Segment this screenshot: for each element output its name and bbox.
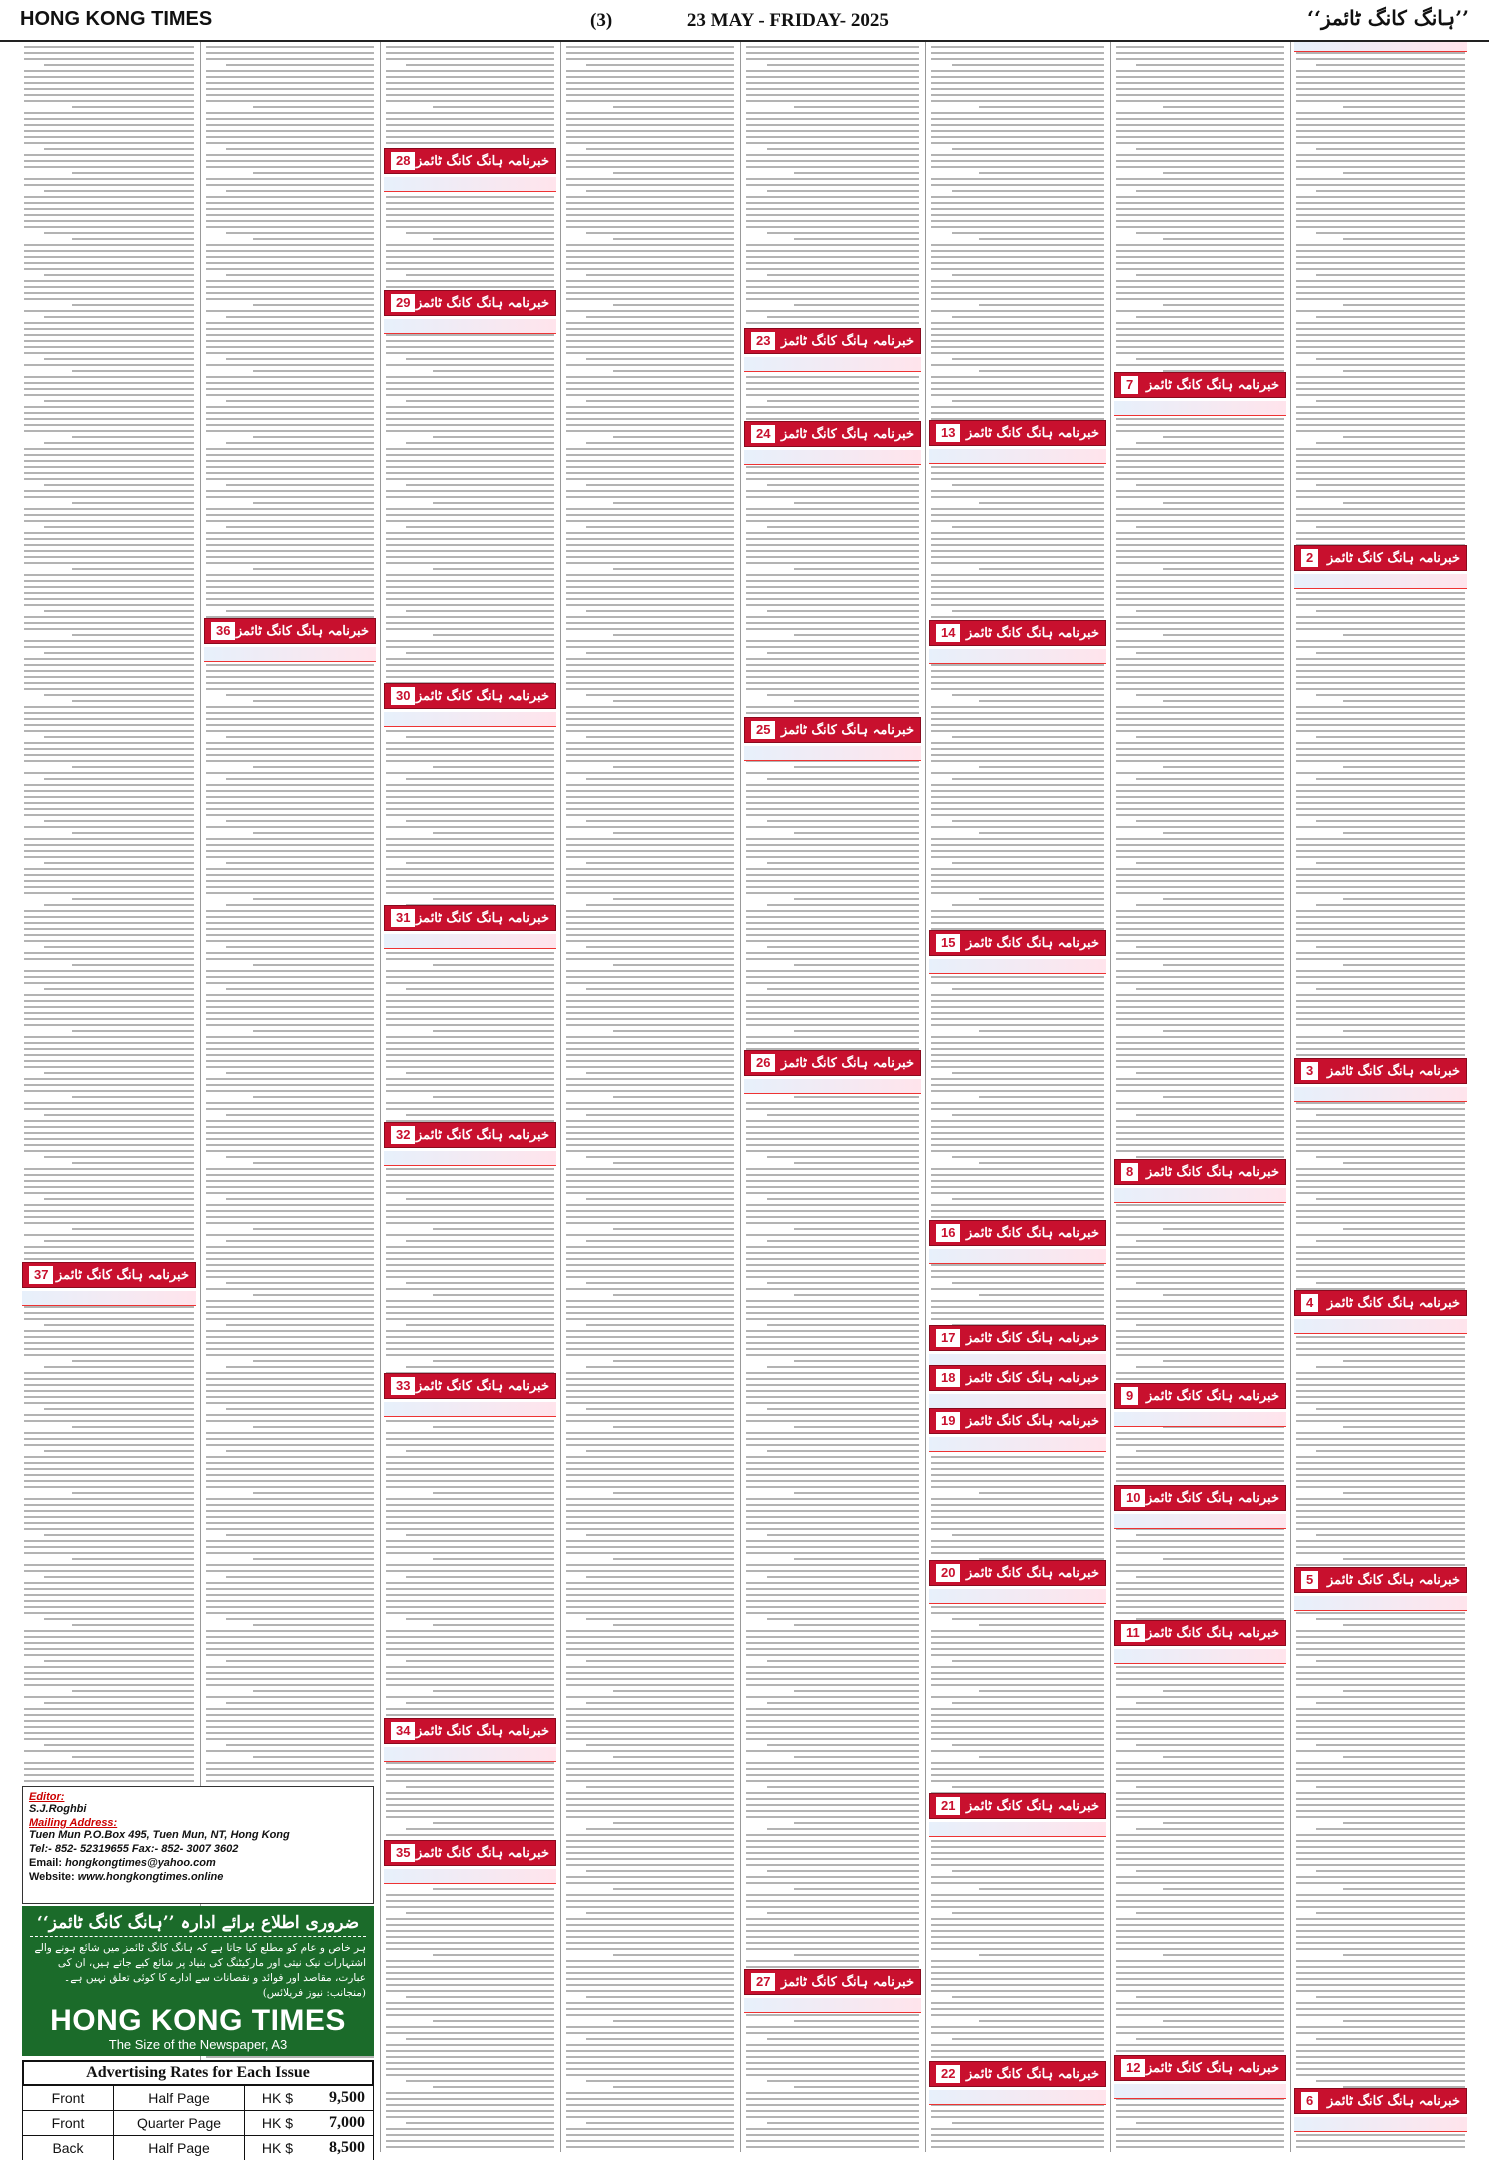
news-number: 4	[1301, 1294, 1318, 1312]
news-header-label: خبرنامہ ہانگ کانگ ٹائمز	[966, 425, 1099, 441]
news-headline-bar	[384, 177, 556, 192]
news-headline-bar	[744, 357, 921, 372]
editor-name: S.J.Roghbi	[29, 1803, 87, 1815]
news-header	[929, 1220, 1106, 1246]
notice-body: ہر خاص و عام کو مطلع کیا جاتا ہے کہ ہانگ کانگ ٹائمز میں شائع ہونے والے اشتہارات نیک نیتی اور مارکیٹنگ کی بنیاد پر شائع کیے جاتے ہیں، ان کی عبارت، مقاصد اور فوائد و نقصانات سے ادارے کا کوئی تعلق نہیں ہے۔ (منجانب: نیوز فریلائس)	[34, 1942, 366, 1999]
ad-rate-row	[22, 2086, 374, 2111]
body-text	[1116, 42, 1284, 2152]
editor-label: Editor:	[29, 1791, 65, 1803]
news-headline-bar	[929, 449, 1106, 464]
news-block-9	[1114, 1383, 1286, 1427]
editor-info-box	[22, 1786, 374, 1904]
column-4	[742, 42, 923, 2152]
news-headline-bar	[1114, 1649, 1286, 1664]
news-header	[1294, 1567, 1467, 1593]
email-row	[29, 1857, 367, 1869]
news-number: 13	[936, 424, 960, 442]
news-block-8	[1114, 1159, 1286, 1203]
mailing-address-label: Mailing Address:	[29, 1817, 118, 1829]
masthead-urdu-title: ’’ہانگ کانگ ٹائمز‘‘	[1307, 6, 1469, 30]
news-number: 30	[391, 687, 415, 705]
column-rule	[740, 42, 741, 2152]
news-number: 23	[751, 332, 775, 350]
news-header-label: خبرنامہ ہانگ کانگ ٹائمز	[1327, 1063, 1460, 1079]
news-number: 31	[391, 909, 415, 927]
news-number: 35	[391, 1844, 415, 1862]
news-header-label: خبرنامہ ہانگ کانگ ٹائمز	[781, 1974, 914, 1990]
news-header-label: خبرنامہ ہانگ کانگ ٹائمز	[416, 688, 549, 704]
news-header-label: خبرنامہ ہانگ کانگ ٹائمز	[1146, 1490, 1279, 1506]
news-number: 15	[936, 934, 960, 952]
news-header	[1114, 372, 1286, 398]
news-block-7	[1114, 372, 1286, 416]
news-number: 34	[391, 1722, 415, 1740]
news-block-28	[384, 148, 556, 192]
news-header-label: خبرنامہ ہانگ کانگ ٹائمز	[1327, 550, 1460, 566]
body-text	[386, 42, 554, 2152]
news-header-label: خبرنامہ ہانگ کانگ ٹائمز	[781, 333, 914, 349]
tel-fax: Tel:- 852- 52319655 Fax:- 852- 3007 3602	[29, 1843, 239, 1855]
news-block-18	[929, 1365, 1106, 1409]
news-header-label: خبرنامہ ہانگ کانگ ٹائمز	[1146, 2060, 1279, 2076]
news-headline-bar	[1294, 1596, 1467, 1611]
ad-position: Front	[23, 2086, 114, 2110]
news-number: 19	[936, 1412, 960, 1430]
news-header	[204, 618, 376, 644]
column-6	[382, 42, 558, 2152]
news-block-33	[384, 1373, 556, 1417]
masthead-center	[590, 10, 889, 32]
news-block-25	[744, 717, 921, 761]
news-block-32	[384, 1122, 556, 1166]
news-header-label: خبرنامہ ہانگ کانگ ٹائمز	[416, 910, 549, 926]
news-header	[929, 420, 1106, 446]
news-headline-bar	[744, 746, 921, 761]
column-rule	[380, 42, 381, 2152]
news-headline-bar	[929, 649, 1106, 664]
news-header	[1294, 1058, 1467, 1084]
news-headline-bar	[929, 2090, 1106, 2105]
ad-position: Front	[23, 2111, 114, 2135]
news-header-label: خبرنامہ ہانگ کانگ ٹائمز	[1146, 1625, 1279, 1641]
column-3	[927, 42, 1108, 2152]
news-header-label: خبرنامہ ہانگ کانگ ٹائمز	[966, 2066, 1099, 2082]
ad-rate-row	[22, 2136, 374, 2160]
news-header	[384, 683, 556, 709]
news-headline-bar	[1294, 1087, 1467, 1102]
news-block-16	[929, 1220, 1106, 1264]
news-header-label: خبرنامہ ہانگ کانگ ٹائمز	[781, 722, 914, 738]
news-header	[384, 1718, 556, 1744]
news-number: 21	[936, 1797, 960, 1815]
column-rule	[925, 42, 926, 2152]
news-block-29	[384, 290, 556, 334]
news-header	[384, 905, 556, 931]
ad-currency: HK $	[261, 2115, 293, 2131]
news-header-label: خبرنامہ ہانگ کانگ ٹائمز	[1146, 1164, 1279, 1180]
news-headline-bar	[1114, 2084, 1286, 2099]
news-header-label: خبرنامہ ہانگ کانگ ٹائمز	[966, 1370, 1099, 1386]
news-block-21	[929, 1793, 1106, 1837]
news-block-17	[929, 1325, 1106, 1369]
news-headline-bar	[929, 1394, 1106, 1409]
news-number: 32	[391, 1126, 415, 1144]
ad-rates-rows	[22, 2086, 374, 2160]
news-header	[22, 1262, 196, 1288]
ad-price: 8,500	[329, 2139, 365, 2156]
news-number: 22	[936, 2065, 960, 2083]
column-8	[20, 42, 198, 1792]
news-number: 29	[391, 294, 415, 312]
news-header	[384, 148, 556, 174]
news-block-13	[929, 420, 1106, 464]
news-number: 16	[936, 1224, 960, 1242]
news-headline-bar	[384, 1747, 556, 1762]
news-block-37	[22, 1262, 196, 1306]
news-block-31	[384, 905, 556, 949]
news-header	[384, 1840, 556, 1866]
ad-rates-table	[22, 2060, 374, 2160]
news-headline-bar	[384, 1869, 556, 1884]
news-header	[1114, 1159, 1286, 1185]
news-header	[744, 328, 921, 354]
logo-tagline: The Size of the Newspaper, A3	[108, 2037, 288, 2052]
website-row	[29, 1871, 367, 1883]
ad-rates-title: Advertising Rates for Each Issue	[22, 2060, 374, 2086]
news-header-label: خبرنامہ ہانگ کانگ ٹائمز	[416, 1845, 549, 1861]
news-headline-bar	[384, 934, 556, 949]
notice-panel	[22, 1906, 374, 2056]
news-header	[1294, 2088, 1467, 2114]
news-header-label: خبرنامہ ہانگ کانگ ٹائمز	[416, 1723, 549, 1739]
news-headline-bar	[1114, 1412, 1286, 1427]
ad-currency: HK $	[261, 2090, 293, 2106]
ad-size: Quarter Page	[114, 2111, 245, 2135]
issue-date: 23 MAY - FRIDAY- 2025	[686, 10, 889, 31]
news-header-label: خبرنامہ ہانگ کانگ ٹائمز	[416, 153, 549, 169]
news-number: 27	[751, 1973, 775, 1991]
news-headline-bar	[1114, 1514, 1286, 1529]
news-block-34	[384, 1718, 556, 1762]
news-number: 37	[29, 1266, 53, 1284]
news-block-1	[1294, 42, 1467, 52]
news-header	[1294, 1290, 1467, 1316]
news-block-5	[1294, 1567, 1467, 1611]
masthead-title: HONG KONG TIMES	[20, 8, 213, 30]
news-header-label: خبرنامہ ہانگ کانگ ٹائمز	[781, 426, 914, 442]
news-block-20	[929, 1560, 1106, 1604]
news-headline-bar	[744, 1079, 921, 1094]
news-header-label: خبرنامہ ہانگ کانگ ٹائمز	[781, 1055, 914, 1071]
logo-name: HONG KONG TIMES	[50, 2004, 346, 2037]
news-header	[929, 620, 1106, 646]
news-block-11	[1114, 1620, 1286, 1664]
ad-position: Back	[23, 2136, 114, 2160]
news-number: 24	[751, 425, 775, 443]
column-rule	[560, 42, 561, 2152]
news-block-30	[384, 683, 556, 727]
news-header-label: خبرنامہ ہانگ کانگ ٹائمز	[966, 1413, 1099, 1429]
column-5	[562, 42, 738, 2152]
news-header-label: خبرنامہ ہانگ کانگ ٹائمز	[1327, 2093, 1460, 2109]
news-block-2	[1294, 545, 1467, 589]
ad-size: Half Page	[114, 2136, 245, 2160]
news-header-label: خبرنامہ ہانگ کانگ ٹائمز	[966, 1225, 1099, 1241]
news-number: 33	[391, 1377, 415, 1395]
news-headline-bar	[929, 959, 1106, 974]
news-block-22	[929, 2061, 1106, 2105]
news-header	[1114, 1383, 1286, 1409]
news-header	[384, 1122, 556, 1148]
news-header	[744, 421, 921, 447]
news-headline-bar	[384, 319, 556, 334]
news-block-35	[384, 1840, 556, 1884]
news-number: 6	[1301, 2092, 1318, 2110]
news-block-23	[744, 328, 921, 372]
news-block-14	[929, 620, 1106, 664]
email-address: hongkongtimes@yahoo.com	[65, 1857, 216, 1869]
news-block-4	[1294, 1290, 1467, 1334]
news-block-12	[1114, 2055, 1286, 2099]
news-header	[744, 717, 921, 743]
news-number: 10	[1121, 1489, 1145, 1507]
news-header-label: خبرنامہ ہانگ کانگ ٹائمز	[966, 1798, 1099, 1814]
news-header	[744, 1969, 921, 1995]
news-headline-bar	[384, 1402, 556, 1417]
news-headline-bar	[22, 1291, 196, 1306]
news-header	[1294, 545, 1467, 571]
news-header	[929, 930, 1106, 956]
news-block-36	[204, 618, 376, 662]
news-block-6	[1294, 2088, 1467, 2132]
news-headline-bar	[929, 1589, 1106, 1604]
column-1	[1292, 42, 1469, 2152]
column-2	[1112, 42, 1288, 2152]
news-header	[1114, 2055, 1286, 2081]
news-number: 28	[391, 152, 415, 170]
news-number: 8	[1121, 1163, 1138, 1181]
news-header-label: خبرنامہ ہانگ کانگ ٹائمز	[966, 1330, 1099, 1346]
news-header	[1114, 1485, 1286, 1511]
ad-price: 9,500	[329, 2089, 365, 2106]
news-headline-bar	[204, 647, 376, 662]
news-number: 20	[936, 1564, 960, 1582]
news-header	[384, 290, 556, 316]
email-label: Email:	[29, 1857, 63, 1869]
news-number: 14	[936, 624, 960, 642]
news-headline-bar	[1114, 1188, 1286, 1203]
news-block-24	[744, 421, 921, 465]
news-number: 17	[936, 1329, 960, 1347]
news-block-27	[744, 1969, 921, 2013]
news-headline-bar	[744, 1998, 921, 2013]
website-url: www.hongkongtimes.online	[77, 1871, 224, 1883]
column-rule	[1290, 42, 1291, 2152]
news-header-label: خبرنامہ ہانگ کانگ ٹائمز	[966, 935, 1099, 951]
news-header-label: خبرنامہ ہانگ کانگ ٹائمز	[966, 625, 1099, 641]
news-number: 36	[211, 622, 235, 640]
news-header	[929, 1365, 1106, 1391]
news-number: 7	[1121, 376, 1138, 394]
column-rule	[1110, 42, 1111, 2152]
news-header	[929, 1560, 1106, 1586]
news-block-26	[744, 1050, 921, 1094]
page-number: (3)	[590, 10, 613, 31]
news-headline-bar	[1114, 401, 1286, 416]
news-headline-bar	[929, 1249, 1106, 1264]
news-block-19	[929, 1408, 1106, 1452]
news-header-label: خبرنامہ ہانگ کانگ ٹائمز	[1327, 1572, 1460, 1588]
ad-price: 7,000	[329, 2114, 365, 2131]
news-header-label: خبرنامہ ہانگ کانگ ٹائمز	[416, 1127, 549, 1143]
news-header	[384, 1373, 556, 1399]
ad-size: Half Page	[114, 2086, 245, 2110]
news-number: 11	[1121, 1624, 1145, 1642]
news-header-label: خبرنامہ ہانگ کانگ ٹائمز	[1146, 377, 1279, 393]
news-number: 9	[1121, 1387, 1138, 1405]
news-headline-bar	[929, 1437, 1106, 1452]
news-number: 26	[751, 1054, 775, 1072]
news-number: 12	[1121, 2059, 1145, 2077]
news-header	[929, 1325, 1106, 1351]
mailing-address: Tuen Mun P.O.Box 495, Tuen Mun, NT, Hong Kong	[29, 1829, 290, 1841]
news-headline-bar	[1294, 2117, 1467, 2132]
news-headline-bar	[1294, 42, 1467, 52]
news-header	[1114, 1620, 1286, 1646]
news-header-label: خبرنامہ ہانگ کانگ ٹائمز	[1146, 1388, 1279, 1404]
body-text	[24, 42, 194, 1792]
news-header-label: خبرنامہ ہانگ کانگ ٹائمز	[1327, 1295, 1460, 1311]
newspaper-logo	[30, 2005, 366, 2052]
notice-title: ضروری اطلاع برائے ادارہ ’’ہانگ کانگ ٹائمز‘‘	[30, 1912, 366, 1937]
ad-rate-row	[22, 2111, 374, 2136]
news-block-15	[929, 930, 1106, 974]
news-headline-bar	[929, 1822, 1106, 1837]
news-header-label: خبرنامہ ہانگ کانگ ٹائمز	[236, 623, 369, 639]
news-header-label: خبرنامہ ہانگ کانگ ٹائمز	[416, 1378, 549, 1394]
news-headline-bar	[384, 1151, 556, 1166]
news-number: 5	[1301, 1571, 1318, 1589]
news-header	[929, 2061, 1106, 2087]
ad-currency: HK $	[261, 2140, 293, 2156]
news-number: 25	[751, 721, 775, 739]
website-label: Website:	[29, 1871, 75, 1883]
news-headline-bar	[384, 712, 556, 727]
news-header	[929, 1793, 1106, 1819]
news-header	[744, 1050, 921, 1076]
news-number: 3	[1301, 1062, 1318, 1080]
news-number: 2	[1301, 549, 1318, 567]
news-header-label: خبرنامہ ہانگ کانگ ٹائمز	[416, 295, 549, 311]
news-header-label: خبرنامہ ہانگ کانگ ٹائمز	[56, 1267, 189, 1283]
body-text	[566, 42, 734, 2152]
news-header	[929, 1408, 1106, 1434]
news-block-3	[1294, 1058, 1467, 1102]
news-headline-bar	[1294, 574, 1467, 589]
news-headline-bar	[1294, 1319, 1467, 1334]
news-number: 18	[936, 1369, 960, 1387]
news-block-10	[1114, 1485, 1286, 1529]
news-header-label: خبرنامہ ہانگ کانگ ٹائمز	[966, 1565, 1099, 1581]
news-headline-bar	[744, 450, 921, 465]
masthead	[0, 0, 1489, 42]
